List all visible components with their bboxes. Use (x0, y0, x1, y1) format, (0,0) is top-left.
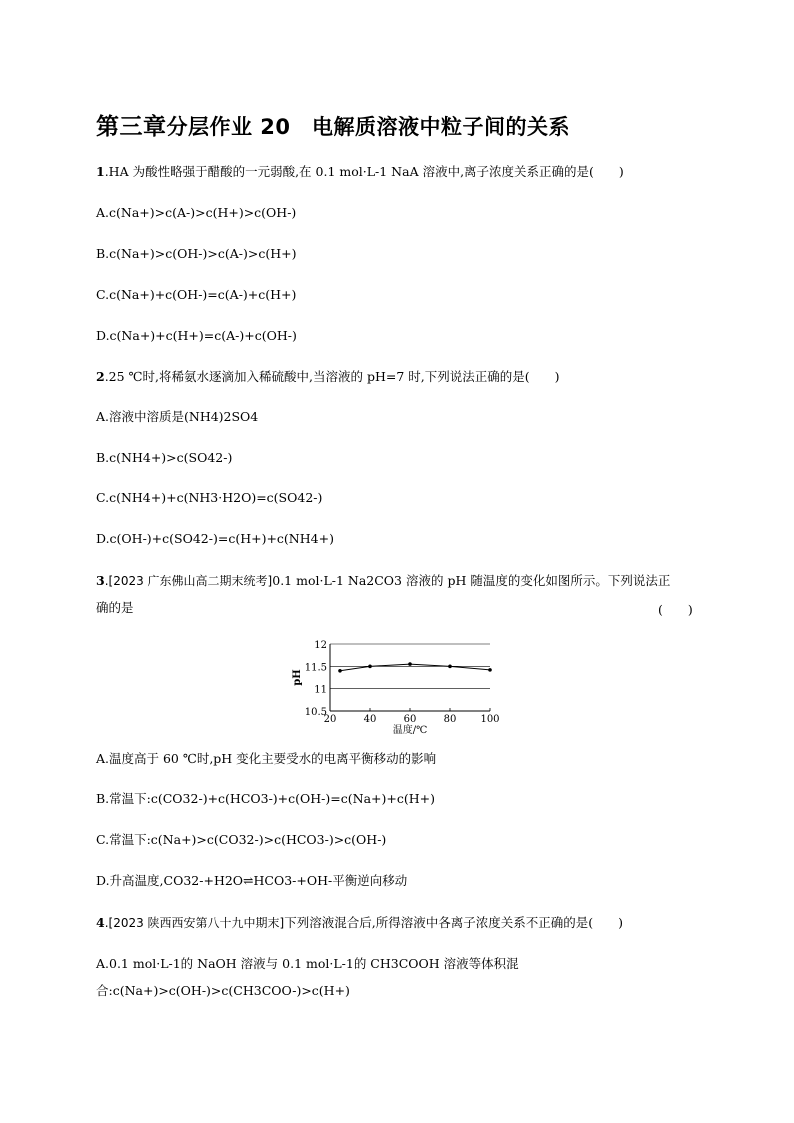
q1-option-c: C.c(Na+)+c(OH-)=c(A-)+c(H+) (96, 287, 297, 302)
chart-x-tick-label: 80 (443, 714, 457, 725)
q3-stem-line2: 确的是 (96, 600, 134, 615)
q1-stem (96, 164, 624, 180)
q4-source: .[2023 陕西西安第八十九中期末] (104, 916, 285, 930)
chart-data-point (408, 662, 412, 666)
q4-stem-text: 下列溶液混合后,所得溶液中各离子浓度关系不正确的是( ) (284, 915, 623, 930)
title-text: 分层作业 20 电解质溶液中粒子间的关系 (166, 115, 571, 139)
q4-stem (96, 915, 623, 931)
chart-y-tick-label: 11.5 (304, 662, 327, 674)
page-title (96, 108, 570, 141)
q3-option-c: C.常温下:c(Na+)>c(CO32-)>c(HCO3-)>c(OH-) (96, 832, 387, 847)
q2-stem (96, 369, 560, 385)
chart-x-tick-label: 100 (480, 714, 500, 725)
q1-number: 1 (96, 164, 105, 179)
ph-temperature-chart (290, 630, 510, 734)
chart-gridlines (330, 644, 490, 689)
q1-option-d: D.c(Na+)+c(H+)=c(A-)+c(OH-) (96, 328, 297, 343)
chart-x-tick-label: 60 (403, 714, 417, 725)
chapter-label: 第三章 (96, 114, 167, 140)
q3-source: .[2023 广东佛山高二期末统考] (104, 574, 273, 588)
chart-series (338, 662, 492, 672)
q4-number: 4 (96, 915, 105, 930)
q2-option-c: C.c(NH4+)+c(NH3·H2O)=c(SO42-) (96, 490, 323, 505)
chart-data-point (368, 665, 372, 669)
chart-data-point (488, 668, 492, 672)
q3-answer-paren: ( ) (658, 602, 693, 617)
chart-x-label: 温度/℃ (392, 725, 428, 734)
q3-option-b: B.常温下:c(CO32-)+c(HCO3-)+c(OH-)=c(Na+)+c(H+) (96, 791, 435, 806)
chart-y-tick-label: 11 (314, 684, 327, 696)
chart-x-tick-label: 20 (323, 714, 337, 725)
q2-number: 2 (96, 369, 105, 384)
q3-stem (96, 573, 670, 589)
q2-option-b: B.c(NH4+)>c(SO42-) (96, 450, 233, 465)
chart-y-tick-label: 12 (314, 640, 327, 651)
chart-x-tick-label: 40 (363, 714, 377, 725)
q1-option-b: B.c(Na+)>c(OH-)>c(A-)>c(H+) (96, 246, 297, 261)
chart-data-point (338, 669, 342, 673)
q2-option-a: A.溶液中溶质是(NH4)2SO4 (96, 409, 259, 424)
chart-y-tick-label: 10.5 (304, 707, 327, 718)
q2-stem-text: .25 ℃时,将稀氨水逐滴加入稀硫酸中,当溶液的 pH=7 时,下列说法正确的是( ) (104, 369, 560, 384)
q3-option-d: D.升高温度,CO32-+H2O⇌HCO3-+OH-平衡逆向移动 (96, 873, 408, 888)
q2-option-d: D.c(OH-)+c(SO42-)=c(H+)+c(NH4+) (96, 531, 334, 546)
q3-stem-text: 0.1 mol·L-1 Na2CO3 溶液的 pH 随温度的变化如图所示。下列说法正 (272, 573, 671, 588)
chart-data-point (448, 665, 452, 669)
q3-number: 3 (96, 573, 105, 588)
chart-axes (330, 644, 490, 711)
q4-option-a-line1: A.0.1 mol·L-1的 NaOH 溶液与 0.1 mol·L-1的 CH3COOH 溶液等体积混 (96, 956, 519, 971)
chart-y-label: pH (292, 669, 303, 686)
q4-option-a-line2: 合:c(Na+)>c(OH-)>c(CH3COO-)>c(H+) (96, 983, 350, 998)
chart-series-line (340, 664, 490, 671)
q1-stem-text: .HA 为酸性略强于醋酸的一元弱酸,在 0.1 mol·L-1 NaA 溶液中,离子浓度关系正确的是( ) (104, 164, 624, 179)
chart-tick-labels (305, 640, 500, 725)
q1-option-a: A.c(Na+)>c(A-)>c(H+)>c(OH-) (96, 205, 297, 220)
q3-option-a: A.温度高于 60 ℃时,pH 变化主要受水的电离平衡移动的影响 (96, 751, 437, 766)
